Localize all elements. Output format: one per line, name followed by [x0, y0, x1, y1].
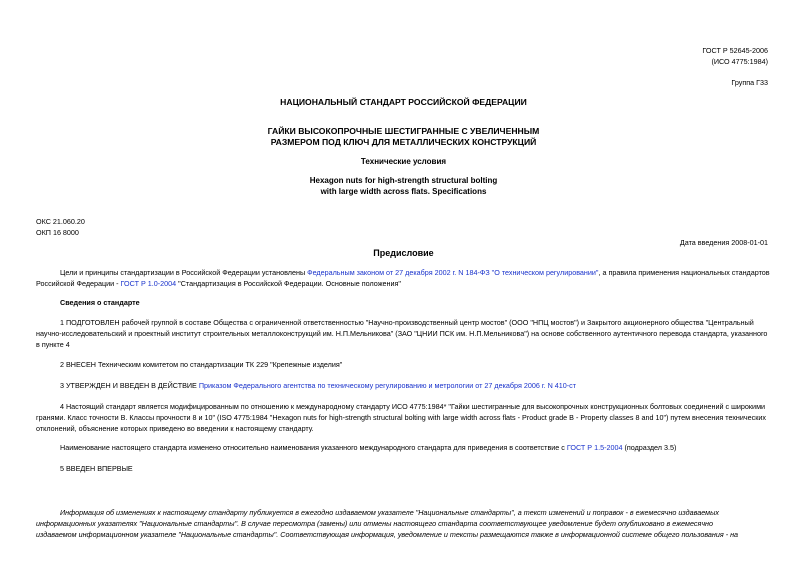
- okp-code: ОКП 16 8000: [36, 228, 79, 237]
- text-run: Наименование настоящего стандарта изменено относительно наименования указанного международного стандарта для приведения в соответствие с: [60, 443, 567, 452]
- text-run: Цели и принципы стандартизации в Российской Федерации установлены: [60, 268, 308, 277]
- preface-paragraph: [36, 268, 772, 290]
- about-standard-heading: Сведения о стандарте: [60, 298, 140, 307]
- text-line: в пункте 4: [36, 339, 70, 349]
- group-code: Группа Г33: [731, 78, 768, 87]
- item-4-modified: [36, 402, 772, 434]
- english-title-line-2: with large width across flats. Specifications: [320, 187, 487, 196]
- document-subtitle: Технические условия: [360, 157, 447, 166]
- text-line: Информация об изменениях к настоящему стандарту публикуется в ежегодно издаваемом указателе "Национальные стандарты", а текст изменений и поправок - в ежемесячно издаваемых: [60, 508, 719, 517]
- item-2-submitted: 2 ВНЕСЕН Техническим комитетом по стандартизации ТК 229 "Крепежные изделия": [60, 360, 343, 369]
- changes-info-paragraph: [36, 508, 772, 540]
- text-line: 4 Настоящий стандарт является модифицированным по отношению к международному стандарту ИСО 4775:1984* "Гайки шестигранные для высокопрочных конструкционных болтовых соединений с широкими: [60, 402, 766, 411]
- text-line: научно-исследовательский и проектный институт строительных металлоконструкций им. Н.П.Мельникова" (ЗАО "ЦНИИ ПСК им. Н.П.Мельникова") на основе собственного аутентичного перевода стандарта, указанного: [36, 328, 768, 338]
- federal-law-link[interactable]: Федеральным законом от 27 декабря 2002 г. N 184-ФЗ "О техническом регулировании": [307, 268, 599, 277]
- iso-reference: (ИСО 4775:1984): [711, 57, 768, 66]
- standard-code: ГОСТ Р 52645-2006: [702, 46, 768, 55]
- text-run: (подраздел 3.5): [622, 443, 677, 452]
- text-run: 3 УТВЕРЖДЕН И ВВЕДЕН В ДЕЙСТВИЕ: [60, 381, 199, 390]
- order-link[interactable]: Приказом Федерального агентства по техническому регулированию и метрологии от 27 декабря 2006 г. N 410-ст: [198, 381, 577, 390]
- english-title-line-1: Hexagon nuts for high-strength structural bolting: [309, 176, 498, 185]
- text-line: 1 ПОДГОТОВЛЕН рабочей группой в составе Общества с ограниченной ответственностью "Научно-производственный центр мостов" (ООО "НПЦ мостов") и Закрытого акционерного общества "Центральный: [60, 318, 754, 327]
- text-line: издаваемом информационном указателе "Национальные стандарты". Соответствующая информация, уведомление и тексты размещаются также в информационной системе общего пользования - на: [36, 529, 739, 539]
- text-run: "Стандартизация в Российской Федерации. Основные положения": [176, 278, 401, 288]
- item-5-introduced: 5 ВВЕДЕН ВПЕРВЫЕ: [60, 464, 133, 473]
- national-standard-title: НАЦИОНАЛЬНЫЙ СТАНДАРТ РОССИЙСКОЙ ФЕДЕРАЦИИ: [280, 97, 527, 107]
- item-3-approved: [60, 381, 576, 390]
- oks-code: ОКС 21.060.20: [36, 217, 85, 226]
- text-line: отклонений, объяснение которых приведено во введении к настоящему стандарту.: [36, 423, 314, 433]
- document-title-line-1: ГАЙКИ ВЫСОКОПРОЧНЫЕ ШЕСТИГРАННЫЕ С УВЕЛИЧЕННЫМ: [267, 126, 540, 136]
- gost-r-1-0-2004-link[interactable]: ГОСТ Р 1.0-2004: [120, 278, 177, 288]
- text-line: информационных указателях "Национальные стандарты". В случае пересмотра (замены) или отмены настоящего стандарта соответствующее уведомление будет опубликовано в ежемесячно: [36, 518, 713, 528]
- text-run: , а правила применения национальных стандартов: [598, 268, 770, 277]
- text-line: гранями. Класс точности В. Классы прочности 8 и 10" (ISO 4775:1984 "Hexagon nuts for high-strength structural bolting with large width across flats - Product grade B - Property classes 8 and 10") путем внесения технических: [36, 412, 767, 422]
- introduction-date: Дата введения 2008-01-01: [679, 238, 768, 247]
- item-1-prepared: [36, 318, 772, 350]
- name-change-note: [60, 443, 676, 452]
- document-title-line-2: РАЗМЕРОМ ПОД КЛЮЧ ДЛЯ МЕТАЛЛИЧЕСКИХ КОНСТРУКЦИЙ: [270, 137, 537, 147]
- gost-r-1-5-2004-link[interactable]: ГОСТ Р 1.5-2004: [566, 443, 623, 452]
- text-run: Российской Федерации -: [36, 278, 121, 288]
- preface-heading: Предисловие: [373, 248, 434, 258]
